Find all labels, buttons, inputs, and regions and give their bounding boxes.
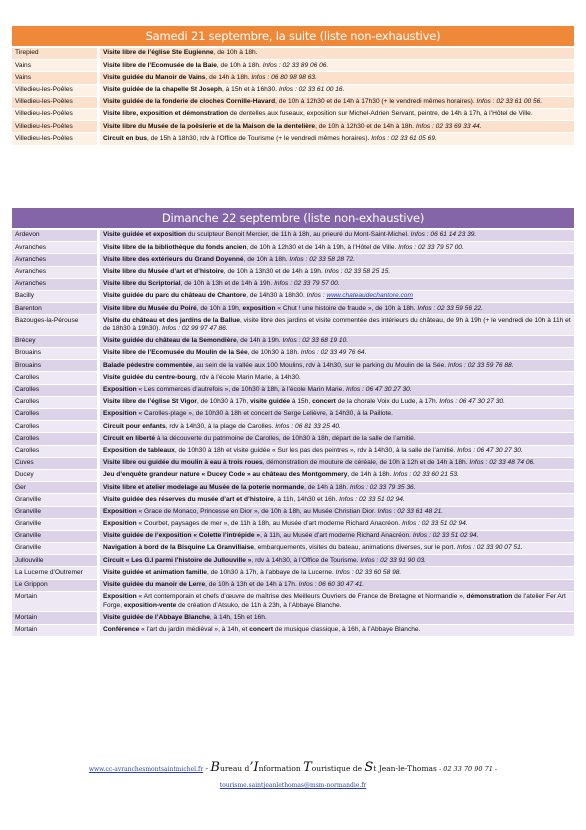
- saturday-events-table: [12, 48, 574, 146]
- event-description: Visite libre, exposition et démonstration de dentelles aux fuseaux, exposition sur Michel-Adrien Servant, peintre, de 14h à 17h, à l’Hôtel de Ville.: [99, 108, 575, 120]
- event-town: Villedieu-les-Poêles: [12, 133, 99, 145]
- event-description: Visite libre et atelier modelage au Musée de la poterie normande, de 14h à 18h. Infos : 02 33 79 35 36.: [99, 482, 575, 494]
- event-description: Visite libre de la bibliothèque du fonds ancien, de 10h à 12h30 et de 14h à 19h, à l’Hôtel de Ville. Infos : 02 33 79 57 00.: [99, 242, 575, 254]
- event-description: Visite libre du Scriptorial, de 10h à 13h et de 14h à 19h. Infos : 02 33 79 57 00.: [99, 278, 575, 290]
- event-town: Tirepied: [12, 48, 99, 60]
- event-town: Carolles: [12, 372, 99, 384]
- event-description: Visite libre de l’Ecomusée de la Baie, de 10h à 18h. Infos : 02 33 89 06 06.: [99, 60, 575, 72]
- event-town: Jullouville: [12, 555, 99, 567]
- event-description: Exposition « Les commerces d’autrefois », de 10h30 à 18h, à l’école Marin Marie. Infos : 06 47 30 27 30.: [99, 384, 575, 396]
- event-description: Visite libre du Musée du Poiré, de 10h à 19h, exposition « Chut ! une histoire de fraude », de 10h à 18h. Infos : 02 33 59 56 22.: [99, 303, 575, 315]
- event-description: Visite libre du Musée d’art et d’histoire, de 10h à 13h30 et de 14h à 19h. Infos : 02 33 58 25 15.: [99, 266, 575, 278]
- event-town: Ardevon: [12, 230, 99, 242]
- event-description: Visite libre du Musée de la poëslerie et de la Maison de la dentelière, de 10h à 12h30 et de 14h à 18h. Infos : 02 33 69 33 44.: [99, 121, 575, 133]
- event-description: Visite guidée et animation famille, de 10h30 à 17h, à l’abbaye de la Lucerne. Infos : 02 33 60 58 98.: [99, 567, 575, 579]
- event-row: [12, 48, 574, 60]
- event-town: Vains: [12, 72, 99, 84]
- event-row: [12, 555, 574, 567]
- event-town: Villedieu-les-Poêles: [12, 96, 99, 108]
- footer-line: [0, 760, 586, 775]
- event-row: [12, 335, 574, 347]
- event-description: Visite libre de l’Ecomusée du Moulin de la Sée, de 10h30 à 18h. Infos : 02 33 49 76 64.: [99, 348, 575, 360]
- event-description: Visite guidée de l’Abbaye Blanche, à 14h, 15h et 16h.: [99, 612, 575, 624]
- event-row: [12, 360, 574, 372]
- event-description: Visite guidée du parc du château de Chantore, de 14h30 à 18h30. Infos : www.chateaudechantore.com: [99, 290, 575, 302]
- event-town: Barenton: [12, 303, 99, 315]
- event-row: [12, 278, 574, 290]
- event-town: Carolles: [12, 409, 99, 421]
- event-town: Bazouges-la-Pérouse: [12, 315, 99, 336]
- event-description: Visite du château et des jardins de la Ballue, visite libre des jardins et visite commentée des intérieurs du château, de 9h à 19h (+ le vendredi de 10h à 11h et de 18h30 à 19h30). Infos : 02 99 97 47 86.: [99, 315, 575, 336]
- event-description: Circuit pour enfants, rdv à 14h30, à la plage de Carolles. Infos : 06 81 33 25 40.: [99, 421, 575, 433]
- footer-email-link[interactable]: tourisme.saintjeanlethomas@msm-normandie.fr: [219, 782, 367, 789]
- event-town: Carolles: [12, 445, 99, 457]
- event-description: Visite guidée de la chapelle St Joseph, à 15h et à 16h30. Infos : 02 33 61 00 16.: [99, 84, 575, 96]
- event-row: [12, 303, 574, 315]
- event-town: Avranches: [12, 266, 99, 278]
- footer-word-d: d: [244, 764, 250, 773]
- event-town: La Lucerne d’Outremer: [12, 567, 99, 579]
- event-row: [12, 543, 574, 555]
- sunday-events-table: [12, 230, 574, 637]
- event-description: Visite guidée du manoir de Lerre, de 10h à 13h et de 14h à 17h. Infos : 06 60 30 47 41.: [99, 579, 575, 591]
- event-row: [12, 494, 574, 506]
- event-town: Mortain: [12, 612, 99, 624]
- event-town: Brécey: [12, 335, 99, 347]
- event-row: [12, 469, 574, 481]
- event-row: [12, 133, 574, 145]
- event-row: [12, 506, 574, 518]
- event-row: [12, 421, 574, 433]
- event-town: Avranches: [12, 254, 99, 266]
- event-row: [12, 482, 574, 494]
- footer-word-jean: t Jean-le-Thomas: [373, 764, 437, 773]
- event-row: [12, 433, 574, 445]
- event-row: [12, 84, 574, 96]
- event-town: Granville: [12, 494, 99, 506]
- event-row: [12, 530, 574, 542]
- event-description: Circuit « Les G.I parmi l’histoire de Jullouville », rdv à 14h30, à l’Office de Tourisme. Infos : 02 33 91 90 03.: [99, 555, 575, 567]
- event-description: Jeu d’enquête grandeur nature « Ducey Code » au château des Montgommery, de 14h à 18h. Infos : 02 33 60 21 53.: [99, 469, 575, 481]
- event-row: [12, 348, 574, 360]
- footer-word-ouristique: ouristique de: [311, 764, 365, 773]
- event-town: Villedieu-les-Poêles: [12, 84, 99, 96]
- event-description: Exposition « Grace de Monaco, Princesse en Dior », de 10h à 18h, au Musée Christian Dior. Infos : 02 33 61 48 21.: [99, 506, 575, 518]
- event-description: Visite guidée du château de la Semondière, de 14h à 19h. Infos : 02 33 68 19 10.: [99, 335, 575, 347]
- event-description: Visite libre de l’église Ste Eugienne, de 10h à 18h.: [99, 48, 575, 60]
- event-row: [12, 108, 574, 120]
- event-town: Villedieu-les-Poêles: [12, 108, 99, 120]
- event-description: Circuit en bus, de 15h à 18h30, rdv à l’Office de Tourisme (+ le vendredi mêmes horaires). Infos : 02 33 61 05 69.: [99, 133, 575, 145]
- event-town: Ger: [12, 482, 99, 494]
- event-row: [12, 591, 574, 612]
- event-town: Avranches: [12, 242, 99, 254]
- event-row: [12, 72, 574, 84]
- event-description: Balade pédestre commentée, au sein de la vallée aux 100 Moulins, rdv à 14h30, sur le parking du Moulin de la Sée. Infos : 02 33 59 76 88.: [99, 360, 575, 372]
- event-town: Carolles: [12, 421, 99, 433]
- event-row: [12, 315, 574, 336]
- event-row: [12, 60, 574, 72]
- event-town: Carolles: [12, 384, 99, 396]
- event-description: Exposition « Art contemporain et chefs d’œuvre de maîtrise des Meilleurs Ouvriers de France de Bretagne et Normandie », démonstration de l’atelier Fer Art Forge, exposition-vente de création d’Atsuko, de 11h à 23h, à l’Abbaye Blanche.: [99, 591, 575, 612]
- event-row: [12, 290, 574, 302]
- saturday-section-header: Samedi 21 septembre, la suite (liste non-exhaustive): [12, 26, 574, 46]
- event-town: Avranches: [12, 278, 99, 290]
- event-description: Visite guidée de la fonderie de cloches Cornille-Havard, de 10h à 12h30 et de 14h à 17h30 (+ le vendredi mêmes horaires). Infos : 02 33 61 00 56.: [99, 96, 575, 108]
- event-row: [12, 96, 574, 108]
- event-row: [12, 372, 574, 384]
- event-description: Visite libre des extérieurs du Grand Doyenné, de 10h à 18h. Infos : 02 33 58 28 72.: [99, 254, 575, 266]
- event-description: Navigation à bord de la Bisquine La Granvillaise, embarquements, visites du bateau, animations diverses, sur le port. Infos : 02 33 90 07 51.: [99, 543, 575, 555]
- event-row: [12, 457, 574, 469]
- footer-separator: -: [203, 764, 211, 773]
- sunday-section-header: Dimanche 22 septembre (liste non-exhaustive): [12, 208, 574, 228]
- event-town: Cuves: [12, 457, 99, 469]
- event-row: [12, 445, 574, 457]
- footer-website-link[interactable]: www.cc-avranchesmontsaintmichel.fr: [88, 766, 204, 773]
- event-row: [12, 384, 574, 396]
- event-row: [12, 624, 574, 636]
- event-row: [12, 230, 574, 242]
- event-row: [12, 242, 574, 254]
- event-description: Visite guidée de l’exposition « Colette l’intrépide », à 11h, au Musée d’art moderne Richard Anacréon. Infos : 02 33 51 02 94.: [99, 530, 575, 542]
- event-town: Le Grippon: [12, 579, 99, 591]
- event-description: Visite libre de l’église St Vigor, de 10h30 à 17h, visite guidée à 15h, concert de la chorale Voix du Lude, à 17h. Infos : 06 47 30 27 30.: [99, 396, 575, 408]
- event-town: Brouains: [12, 360, 99, 372]
- event-row: [12, 567, 574, 579]
- footer-word-nformation: nformation: [258, 764, 304, 773]
- event-row: [12, 254, 574, 266]
- event-description: Visite libre ou guidée du moulin à eau à trois roues, démonstration de mouture de céréale, de 10h à 12h et de 14h à 18h. Infos : 02 33 48 74 06.: [99, 457, 575, 469]
- event-town: Villedieu-les-Poêles: [12, 121, 99, 133]
- footer-word-ureau: ureau: [219, 764, 245, 773]
- event-town: Mortain: [12, 624, 99, 636]
- event-town: Ducey: [12, 469, 99, 481]
- event-row: [12, 409, 574, 421]
- event-description: Conférence « l’art du jardin médiéval », à 14h, et concert de musique classique, à 16h, à l’Abbaye Blanche.: [99, 624, 575, 636]
- event-description: Exposition « Courbet, paysages de mer », de 11h à 18h, au Musée d’art moderne Richard Anacréon. Infos : 02 33 51 02 94.: [99, 518, 575, 530]
- event-row: [12, 266, 574, 278]
- event-town: Bacilly: [12, 290, 99, 302]
- event-town: Carolles: [12, 396, 99, 408]
- event-town: Granville: [12, 518, 99, 530]
- event-town: Granville: [12, 506, 99, 518]
- footer-initial-s: S: [364, 760, 374, 775]
- event-row: [12, 612, 574, 624]
- footer-initial-i: ’I: [249, 760, 259, 775]
- event-description: Visite guidée des réserves du musée d’art et d’histoire, à 11h, 14h30 et 16h. Infos : 02 33 51 02 94.: [99, 494, 575, 506]
- footer-initial-b: B: [210, 760, 220, 775]
- footer-initial-t: T: [303, 760, 312, 775]
- event-row: [12, 579, 574, 591]
- event-town: Mortain: [12, 591, 99, 612]
- event-description: Circuit en liberté à la découverte du patrimoine de Carolles, de 10h30 à 18h, départ de la salle de l’amitié.: [99, 433, 575, 445]
- event-town: Vains: [12, 60, 99, 72]
- event-town: Carolles: [12, 433, 99, 445]
- event-description: Exposition « Carolles-plage », de 10h30 à 18h et concert de Serge Lelièvre, à 14h30, à la Paillote.: [99, 409, 575, 421]
- event-description: Visite guidée du Manoir de Vains, de 14h à 18h. Infos : 06 80 98 98 63.: [99, 72, 575, 84]
- event-description: Visite guidée du centre-bourg, rdv à l’école Marin Marie, à 14h30.: [99, 372, 575, 384]
- event-row: [12, 121, 574, 133]
- event-description: Exposition de tableaux, de 10h30 à 18h et visite guidée « Sur les pas des peintres », rdv à 14h30, à la salle de l’amitié. Infos : 06 47 30 27 30.: [99, 445, 575, 457]
- event-row: [12, 518, 574, 530]
- event-town: Brouains: [12, 348, 99, 360]
- footer-phone: - 02 33 70 90 71 -: [436, 765, 498, 773]
- event-row: [12, 396, 574, 408]
- event-town: Granville: [12, 543, 99, 555]
- event-town: Granville: [12, 530, 99, 542]
- event-description: Visite guidée et exposition du sculpteur Benoit Mercier, de 11h à 18h, au prieuré du Mont-Saint-Michel. Infos : 06 61 14 23 39.: [99, 230, 575, 242]
